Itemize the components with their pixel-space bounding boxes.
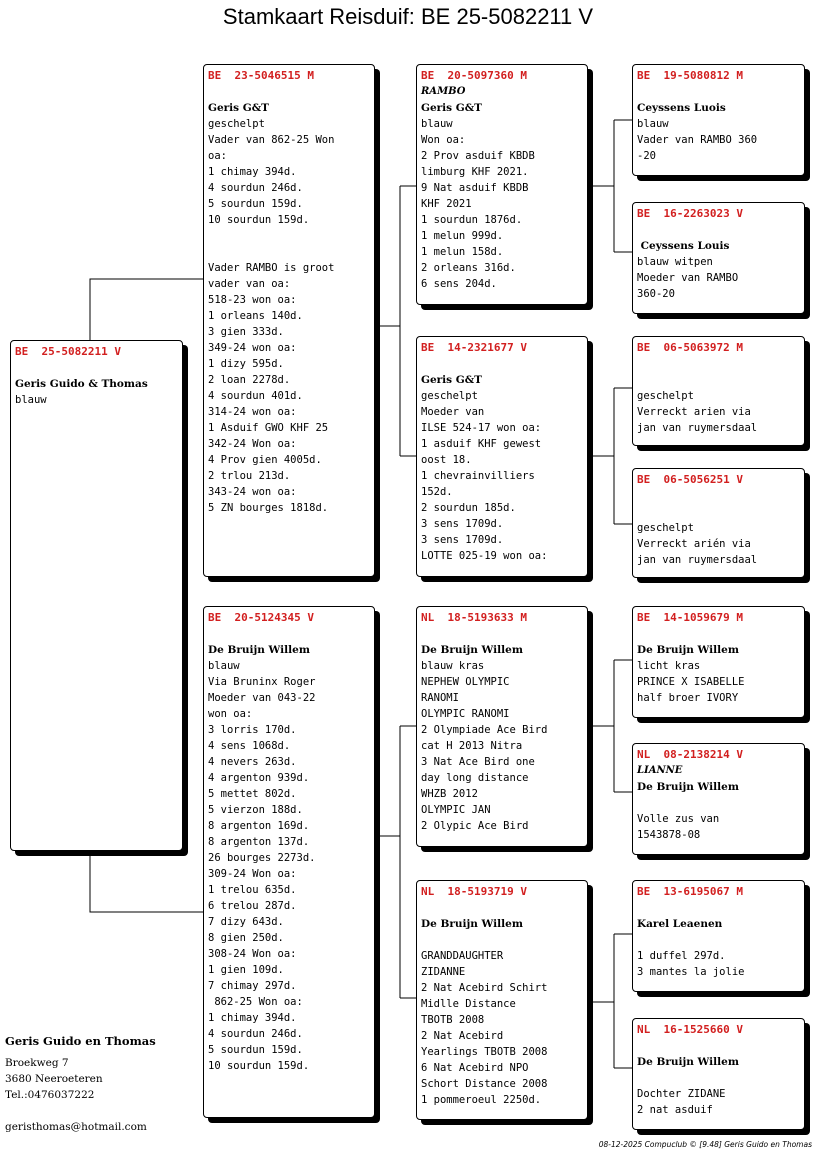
pedigree-line: limburg KHF 2021. — [421, 166, 529, 178]
pedigree-line — [421, 626, 583, 642]
pigeon-card-sds — [632, 336, 805, 446]
ring-number: BE 20-5097360 M — [421, 69, 527, 82]
breeder-name: Geris G&T — [421, 102, 482, 114]
pedigree-line: Schort Distance 2008 — [421, 1078, 548, 1090]
breeder-name: De Bruijn Willem — [637, 1056, 739, 1068]
pedigree-line: Via Bruninx Roger — [208, 676, 316, 688]
pigeon-card-dam-sire — [416, 606, 588, 847]
pedigree-line — [637, 372, 800, 388]
pedigree-line: 7 dizy 643d. — [208, 916, 284, 928]
pedigree-line: 3 sens 1709d. — [421, 518, 504, 530]
pigeon-nickname: LIANNE — [637, 765, 683, 776]
pedigree-line: 1 asduif KHF gewest — [421, 438, 542, 450]
pedigree-line: 314-24 won oa: — [208, 406, 297, 418]
pedigree-line: 1 trelou 635d. — [208, 884, 297, 896]
pedigree-line: 1 melun 999d. — [421, 230, 504, 242]
pedigree-line: 2 nat asduif — [637, 1104, 713, 1116]
pedigree-line: 4 Prov gien 4005d. — [208, 454, 322, 466]
breeder-name: Karel Leaenen — [637, 918, 723, 930]
pedigree-line: OLYMPIC JAN — [421, 804, 491, 816]
pedigree-line: Vader RAMBO is groot — [208, 262, 335, 274]
breeder-name: Ceyssens Louis — [637, 240, 730, 252]
pedigree-line: blauw — [421, 118, 453, 130]
pigeon-card-sire — [203, 64, 375, 577]
pedigree-line — [208, 228, 370, 244]
breeder-name: Geris G&T — [421, 374, 482, 386]
pedigree-line: 2 orleans 316d. — [421, 262, 516, 274]
ring-number: BE 06-5063972 M — [637, 341, 743, 354]
pedigree-line: Vader van RAMBO 360 — [637, 134, 758, 146]
pedigree-line — [208, 244, 370, 260]
pedigree-line: 1 melun 158d. — [421, 246, 504, 258]
pedigree-line: 518-23 won oa: — [208, 294, 297, 306]
pedigree-line — [208, 84, 370, 100]
pedigree-line: 4 sens 1068d. — [208, 740, 291, 752]
pigeon-card-sss — [632, 64, 805, 176]
ring-number: NL 16-1525660 V — [637, 1023, 743, 1036]
pedigree-line: Verreckt arién via — [637, 538, 751, 550]
pedigree-line — [637, 488, 800, 504]
pedigree-line — [637, 795, 800, 811]
pedigree-line: geschelpt — [637, 390, 694, 402]
pigeon-card-sdd — [632, 468, 805, 578]
pedigree-line: Vader van 862-25 Won — [208, 134, 335, 146]
owner-city: 3680 Neeroeteren — [5, 1073, 103, 1085]
pedigree-line: 2 Nat Acebird — [421, 1030, 504, 1042]
pedigree-line — [637, 356, 800, 372]
pigeon-card-dss — [632, 606, 805, 718]
pedigree-line: blauw — [637, 118, 669, 130]
pedigree-line: TBOTB 2008 — [421, 1014, 485, 1026]
pedigree-line — [637, 900, 800, 916]
pedigree-line: PRINCE X ISABELLE — [637, 676, 745, 688]
pedigree-line: 2 Nat Acebird Schirt — [421, 982, 548, 994]
pedigree-line: RANOMI — [421, 692, 459, 704]
pedigree-line — [421, 900, 583, 916]
pedigree-line — [208, 626, 370, 642]
pedigree-line: 5 ZN bourges 1818d. — [208, 502, 329, 514]
pedigree-line: 10 sourdun 159d. — [208, 214, 310, 226]
pedigree-line: 308-24 Won oa: — [208, 948, 297, 960]
pedigree-line: 152d. — [421, 486, 453, 498]
pedigree-line: 2 Olypic Ace Bird — [421, 820, 529, 832]
pedigree-line — [637, 626, 800, 642]
pedigree-line: 4 nevers 263d. — [208, 756, 297, 768]
ring-number: NL 18-5193719 V — [421, 885, 527, 898]
pedigree-line: LOTTE 025-19 won oa: — [421, 550, 548, 562]
pedigree-line: 2 Prov asduif KBDB — [421, 150, 535, 162]
pedigree-line: KHF 2021 — [421, 198, 472, 210]
pedigree-line: geschelpt — [421, 390, 478, 402]
pedigree-line: 2 trlou 213d. — [208, 470, 291, 482]
pedigree-line: 1 pommeroeul 2250d. — [421, 1094, 542, 1106]
pedigree-line: 7 chimay 297d. — [208, 980, 297, 992]
pedigree-line: blauw — [208, 660, 240, 672]
pedigree-line: half broer IVORY — [637, 692, 739, 704]
pedigree-line: 3 lorris 170d. — [208, 724, 297, 736]
pedigree-line: 1 Asduif GWO KHF 25 — [208, 422, 329, 434]
pigeon-card-dam-dam — [416, 880, 588, 1120]
pedigree-line: 10 sourdun 159d. — [208, 1060, 310, 1072]
breeder-name: De Bruijn Willem — [421, 918, 523, 930]
pedigree-line: OLYMPIC RANOMI — [421, 708, 510, 720]
pedigree-line: cat H 2013 Nitra — [421, 740, 523, 752]
pedigree-line: 3 Nat Ace Bird one — [421, 756, 535, 768]
pedigree-line: 1 duffel 297d. — [637, 950, 726, 962]
owner-address: Broekweg 7 — [5, 1057, 69, 1069]
ring-number: BE 23-5046515 M — [208, 69, 314, 82]
pedigree-line: 26 bourges 2273d. — [208, 852, 316, 864]
pedigree-line — [637, 1038, 800, 1054]
pedigree-line: vader van oa: — [208, 278, 291, 290]
pedigree-line: 1543878-08 — [637, 829, 701, 841]
owner-block — [5, 1033, 156, 1135]
ring-number: BE 14-1059679 M — [637, 611, 743, 624]
pedigree-line: 1 chevrainvilliers — [421, 470, 535, 482]
pedigree-line: ZIDANNE — [421, 966, 466, 978]
ring-number: NL 08-2138214 V — [637, 748, 743, 761]
pedigree-line — [637, 504, 800, 520]
breeder-name: Geris Guido & Thomas — [15, 378, 148, 390]
pedigree-line: 1 chimay 394d. — [208, 166, 297, 178]
owner-phone: Tel.:0476037222 — [5, 1089, 95, 1101]
pedigree-line: 9 Nat asduif KBDB — [421, 182, 529, 194]
pedigree-line: 1 chimay 394d. — [208, 1012, 297, 1024]
breeder-name: Ceyssens Luois — [637, 102, 726, 114]
pedigree-line: jan van ruymersdaal — [637, 554, 758, 566]
pedigree-line: Yearlings TBOTB 2008 — [421, 1046, 548, 1058]
pedigree-line: 1 dizy 595d. — [208, 358, 284, 370]
pigeon-nickname: RAMBO — [421, 86, 466, 97]
pedigree-line: 3 gien 333d. — [208, 326, 284, 338]
pedigree-line: 309-24 Won oa: — [208, 868, 297, 880]
pedigree-line: -20 — [637, 150, 656, 162]
pedigree-line — [421, 356, 583, 372]
pedigree-line — [637, 1070, 800, 1086]
pedigree-line: 5 vierzon 188d. — [208, 804, 303, 816]
owner-email[interactable]: geristhomas@hotmail.com — [5, 1121, 147, 1133]
pedigree-line: 1 orleans 140d. — [208, 310, 303, 322]
pigeon-card-ddd — [632, 1018, 805, 1130]
pedigree-line: 6 sens 204d. — [421, 278, 497, 290]
pedigree-line — [421, 932, 583, 948]
pedigree-line: Dochter ZIDANE — [637, 1088, 726, 1100]
pedigree-line: 2 loan 2278d. — [208, 374, 291, 386]
pedigree-line: 2 sourdun 185d. — [421, 502, 516, 514]
pedigree-line: GRANDDAUGHTER — [421, 950, 504, 962]
pedigree-line: Midlle Distance — [421, 998, 516, 1010]
pedigree-line: Moeder van — [421, 406, 485, 418]
pedigree-line: Volle zus van — [637, 813, 720, 825]
footer-credits: 08-12-2025 Compuclub © [9.48] Geris Guido en Thomas — [598, 1140, 812, 1149]
pedigree-line: 8 gien 250d. — [208, 932, 284, 944]
pedigree-line: 6 Nat Acebird NPO — [421, 1062, 529, 1074]
pedigree-line: 4 argenton 939d. — [208, 772, 310, 784]
pedigree-line: oost 18. — [421, 454, 472, 466]
pigeon-card-dsd — [632, 743, 805, 855]
owner-name: Geris Guido en Thomas — [5, 1034, 156, 1048]
pedigree-line: 8 argenton 137d. — [208, 836, 310, 848]
pedigree-line: blauw — [15, 394, 47, 406]
pedigree-line: licht kras — [637, 660, 701, 672]
pigeon-card-sire-dam — [416, 336, 588, 577]
pedigree-line: 349-24 won oa: — [208, 342, 297, 354]
pedigree-line: 3 mantes la jolie — [637, 966, 745, 978]
pigeon-card-dds — [632, 880, 805, 992]
pedigree-line: geschelpt — [637, 522, 694, 534]
pedigree-line: Moeder van RAMBO — [637, 272, 739, 284]
pigeon-card-ssd — [632, 202, 805, 314]
pedigree-line — [637, 222, 800, 238]
pedigree-line: 862-25 Won oa: — [208, 996, 303, 1008]
pedigree-line: 5 sourdun 159d. — [208, 198, 303, 210]
pedigree-line: 2 Olympiade Ace Bird — [421, 724, 548, 736]
pedigree-line: geschelpt — [208, 118, 265, 130]
pedigree-line: Moeder van 043-22 — [208, 692, 316, 704]
ring-number: NL 18-5193633 M — [421, 611, 527, 624]
pedigree-line: 1 sourdun 1876d. — [421, 214, 523, 226]
ring-number: BE 14-2321677 V — [421, 341, 527, 354]
pedigree-line: 4 sourdun 246d. — [208, 182, 303, 194]
pedigree-line — [637, 84, 800, 100]
pigeon-card-subject — [10, 340, 183, 851]
ring-number: BE 06-5056251 V — [637, 473, 743, 486]
ring-number: BE 25-5082211 V — [15, 345, 121, 358]
pedigree-line: 8 argenton 169d. — [208, 820, 310, 832]
pedigree-line: blauw witpen — [637, 256, 713, 268]
breeder-name: Geris G&T — [208, 102, 269, 114]
breeder-name: De Bruijn Willem — [208, 644, 310, 656]
pedigree-line: 5 sourdun 159d. — [208, 1044, 303, 1056]
breeder-name: De Bruijn Willem — [421, 644, 523, 656]
ring-number: BE 16-2263023 V — [637, 207, 743, 220]
pedigree-line — [637, 932, 800, 948]
ring-number: BE 13-6195067 M — [637, 885, 743, 898]
pedigree-line: Won oa: — [421, 134, 466, 146]
pedigree-line: 342-24 Won oa: — [208, 438, 297, 450]
pedigree-line: day long distance — [421, 772, 529, 784]
pedigree-line: WHZB 2012 — [421, 788, 478, 800]
page-title: Stamkaart Reisduif: BE 25-5082211 V — [222, 4, 594, 29]
pedigree-line: 1 gien 109d. — [208, 964, 284, 976]
pedigree-line: won oa: — [208, 708, 253, 720]
breeder-name: De Bruijn Willem — [637, 781, 739, 793]
ring-number: BE 19-5080812 M — [637, 69, 743, 82]
breeder-name: De Bruijn Willem — [637, 644, 739, 656]
pedigree-line: 4 sourdun 246d. — [208, 1028, 303, 1040]
pedigree-line: oa: — [208, 150, 227, 162]
pedigree-line: 3 sens 1709d. — [421, 534, 504, 546]
pedigree-line: blauw kras — [421, 660, 485, 672]
pedigree-line: ILSE 524-17 won oa: — [421, 422, 542, 434]
pedigree-line: 6 trelou 287d. — [208, 900, 297, 912]
ring-number: BE 20-5124345 V — [208, 611, 314, 624]
pedigree-line: 360-20 — [637, 288, 675, 300]
pedigree-line: jan van ruymersdaal — [637, 422, 758, 434]
pedigree-line: 343-24 won oa: — [208, 486, 297, 498]
pedigree-line — [15, 360, 178, 376]
pedigree-line: NEPHEW OLYMPIC — [421, 676, 510, 688]
pigeon-card-sire-sire — [416, 64, 588, 305]
pedigree-line: 4 sourdun 401d. — [208, 390, 303, 402]
pedigree-line: 5 mettet 802d. — [208, 788, 297, 800]
pedigree-line: Verreckt arien via — [637, 406, 751, 418]
pigeon-card-dam — [203, 606, 375, 1118]
